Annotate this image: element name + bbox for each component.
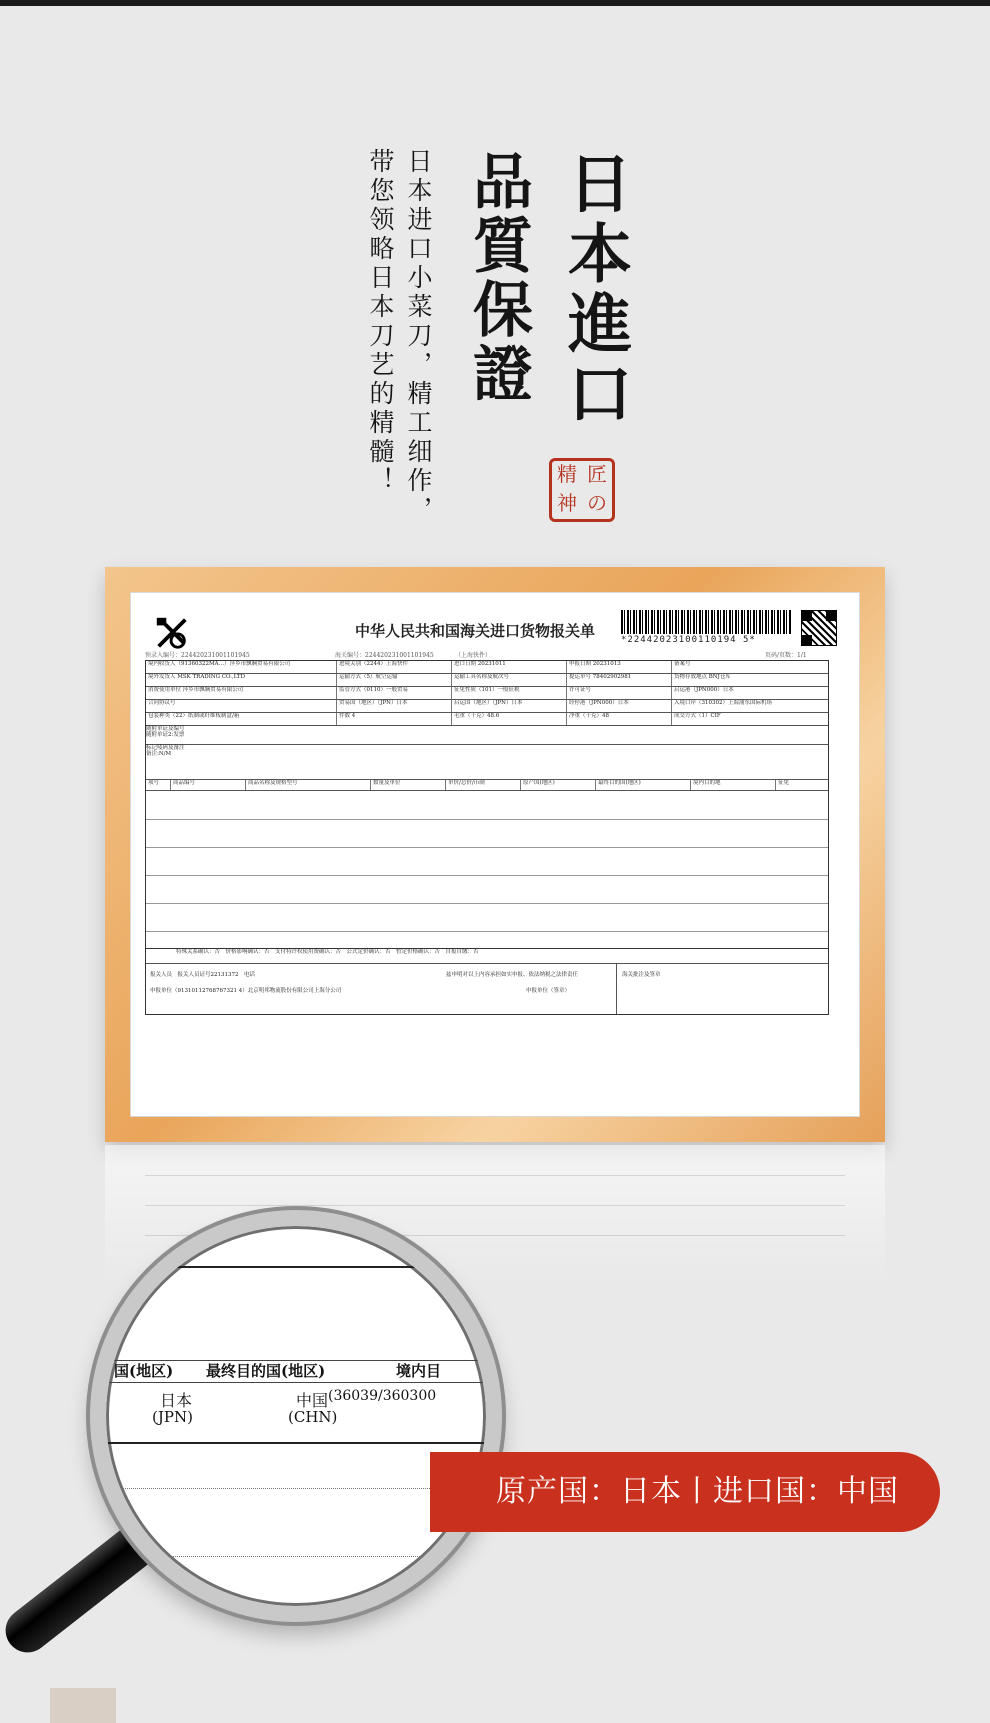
- top-divider: [0, 0, 990, 6]
- form-row: 消费使用单位 萍乡市飘娴贸易有限公司 监管方式（0110）一般贸易 征免性质（101）一般征税 许可证号 启运港（JPN000）日本: [146, 687, 828, 700]
- seal-char: の: [587, 491, 607, 515]
- certificate-frame: [105, 567, 885, 1142]
- mag-origin-code: (JPN): [152, 1408, 193, 1426]
- mag-destination-extra: (36039/360300: [328, 1388, 437, 1404]
- customs-emblem-icon: [153, 614, 191, 652]
- attached-docs-row: 随附单证及编号 随附单证2:发票: [146, 726, 828, 745]
- form-row: 境外发货人 MSK TRADING CO.,LTD 运输方式（5）航空运输 运输工具名称及航次号 提运单号 78402902981 货物存放地点 BNJ仓库: [146, 674, 828, 687]
- customs-number: 海关编号：224420231001101945: [335, 652, 434, 659]
- port-name: （上海快件）: [455, 652, 492, 659]
- mag-destination-code: (CHN): [288, 1408, 338, 1426]
- mag-destination-name: 中国: [296, 1391, 329, 1410]
- seal-char: 匠: [587, 462, 607, 486]
- customs-declaration-document: [130, 592, 860, 1117]
- item-lines-area: [146, 791, 828, 949]
- subtitle-line1: 日本进口小菜刀，精工细作，: [404, 148, 433, 525]
- seal-char: 神: [557, 491, 577, 515]
- form-title: 中华人民共和国海关进口货物报关单: [355, 622, 596, 640]
- form-row: 包装种类（22）纸制或纤维板制盒/箱 件数 4 毛重（千克）48.6 净重（千克）48 成交方式（1）CIF: [146, 713, 828, 726]
- marks-row: 标记唛码及备注 备注:N/M: [146, 745, 828, 780]
- headline-line2: 品質保證: [463, 150, 533, 406]
- pre-entry-number: 预录入编号：224420231001101945: [145, 652, 250, 659]
- form-footer: 报关人员 报关人员证号22131372 电话 申报单位（91310112768767321 4）北京明邦物流股份有限公司上海分公司 兹申明对以上内容承担如实申报、依法纳税之法律责任 申报单位（签章） 海关批注及签章: [146, 964, 828, 1014]
- bottom-accent-block: [50, 1688, 116, 1723]
- mag-origin-name: 日本: [160, 1391, 193, 1410]
- form-row: 合同协议号 贸易国（地区）（JPN）日本 启运国（地区）（JPN）日本 经停港（JPN000）日本 入境口岸（310302）上海浦东国际机场: [146, 700, 828, 713]
- mag-header-origin: 国(地区): [114, 1362, 174, 1380]
- subtitle-line2: 带您领略日本刀艺的精髓！: [366, 148, 395, 496]
- origin-banner: 原产国：日本丨进口国：中国: [430, 1452, 940, 1532]
- magnifier-lens: [90, 1210, 502, 1622]
- barcode: [621, 610, 791, 634]
- item-header-row: 项号 商品编号 商品名称及规格型号 数量及单位 单价/总价/币制 原产国(地区) 最终目的国(地区) 境内目的地 征免: [146, 780, 828, 791]
- seal-char: 精: [557, 462, 577, 486]
- magnified-detail: [106, 1226, 486, 1606]
- confirmation-flags: 特殊关系确认：否 价格影响确认：否 支付特许权使用费确认：否 公式定价确认：否 暂定价格确认：否 自报自缴：否: [146, 949, 828, 964]
- form-grid: [145, 660, 829, 1015]
- page-info: 页码/页数：1/1: [765, 652, 807, 659]
- barcode-number: *22442023100110194 5*: [621, 635, 756, 645]
- headline-line1: 日本進口: [557, 150, 632, 430]
- mag-header-domestic: 境内目: [396, 1362, 442, 1380]
- form-row: 境内收货人（91360322MA…）萍乡市飘娴贸易有限公司 进境关别（2244）上海快件 进口日期 20231011 申报日期 20231013 备案号: [146, 661, 828, 674]
- qr-code-icon: [801, 610, 837, 646]
- mag-header-destination: 最终目的国(地区): [206, 1362, 326, 1380]
- artisan-seal: [549, 458, 615, 522]
